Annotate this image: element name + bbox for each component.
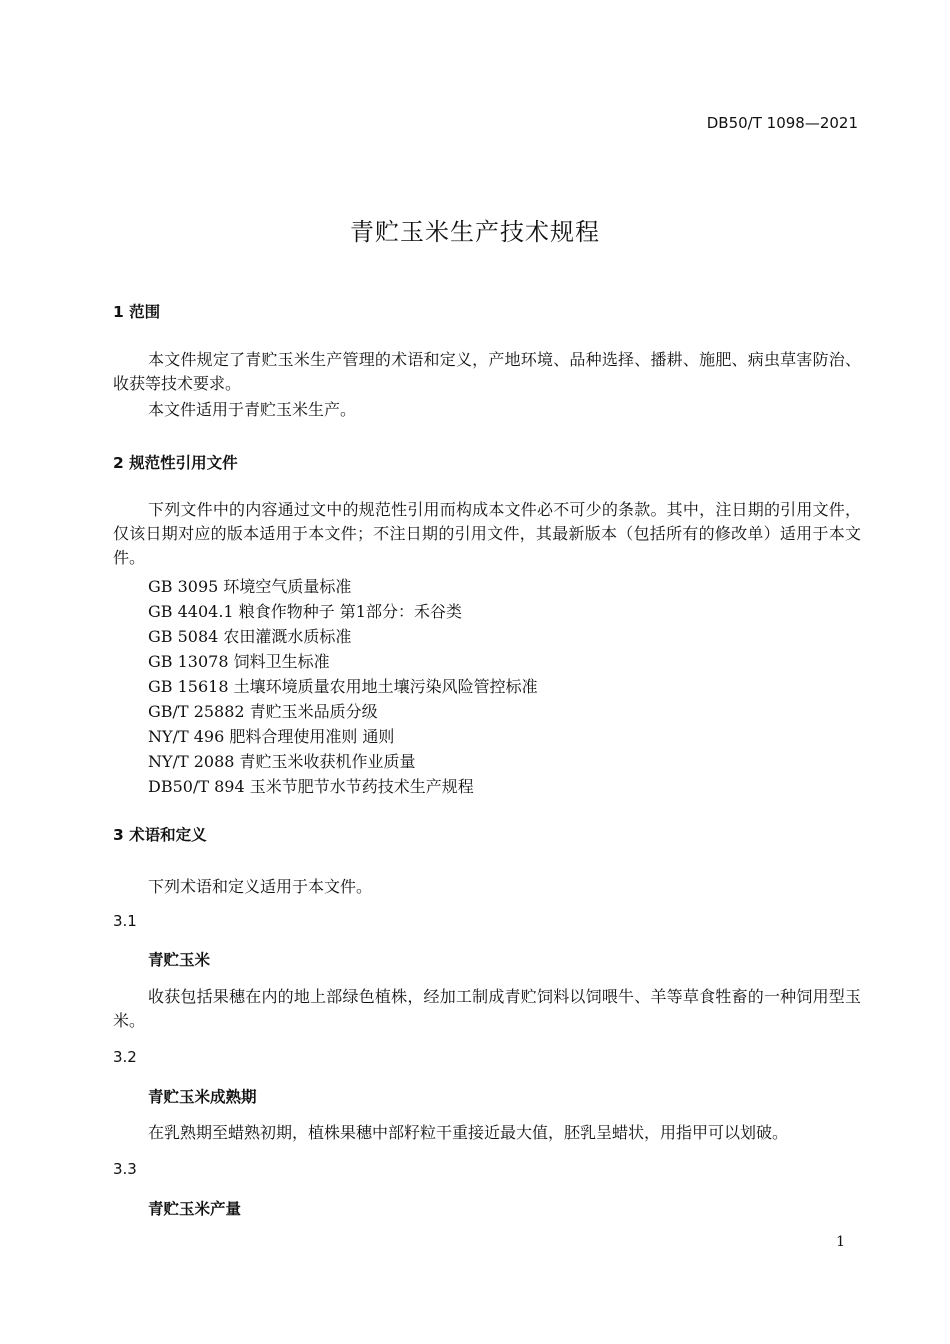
reference-item: NY/T 496 肥料合理使用准则 通则 (148, 727, 395, 746)
reference-item: GB 13078 饲料卫生标准 (148, 652, 330, 671)
term-number: 3.2 (113, 1048, 137, 1066)
term-number: 3.1 (113, 912, 137, 930)
reference-item: GB/T 25882 青贮玉米品质分级 (148, 702, 378, 721)
section-1-paragraph-2: 本文件适用于青贮玉米生产。 (148, 400, 357, 419)
term-name: 青贮玉米产量 (148, 1200, 242, 1218)
term-number: 3.3 (113, 1160, 137, 1178)
reference-item: GB 4404.1 粮食作物种子 第1部分：禾谷类 (148, 602, 462, 621)
section-2-paragraph-1: 下列文件中的内容通过文中的规范性引用而构成本文件必不可少的条款。其中，注日期的引用文件，仅该日期对应的版本适用于本文件；不注日期的引用文件，其最新版本（包括所有的修改单）适用于本文件。 (113, 500, 861, 567)
reference-item: DB50/T 894 玉米节肥节水节药技术生产规程 (148, 777, 474, 796)
term-definition: 收获包括果穗在内的地上部绿色植株，经加工制成青贮饲料以饲喂牛、羊等草食牲畜的一种饲用型玉米。 (113, 987, 861, 1030)
document-code: DB50/T 1098—2021 (706, 114, 858, 132)
section-2-heading: 2 规范性引用文件 (113, 454, 238, 472)
reference-item: NY/T 2088 青贮玉米收获机作业质量 (148, 752, 416, 771)
section-1-heading: 1 范围 (113, 303, 161, 321)
page-number: 1 (836, 1234, 845, 1250)
reference-item: GB 3095 环境空气质量标准 (148, 577, 352, 596)
reference-item: GB 15618 土壤环境质量农用地土壤污染风险管控标准 (148, 677, 538, 696)
term-definition: 在乳熟期至蜡熟初期，植株果穗中部籽粒干重接近最大值，胚乳呈蜡状，用指甲可以划破。 (148, 1123, 789, 1142)
section-3-heading: 3 术语和定义 (113, 826, 207, 844)
section-1-paragraph-1: 本文件规定了青贮玉米生产管理的术语和定义，产地环境、品种选择、播耕、施肥、病虫草害防治、收获等技术要求。 (113, 350, 861, 393)
term-name: 青贮玉米成熟期 (148, 1088, 257, 1106)
section-3-intro: 下列术语和定义适用于本文件。 (148, 877, 373, 896)
reference-item: GB 5084 农田灌溉水质标准 (148, 627, 352, 646)
document-title: 青贮玉米生产技术规程 (350, 218, 600, 246)
term-name: 青贮玉米 (148, 951, 211, 969)
